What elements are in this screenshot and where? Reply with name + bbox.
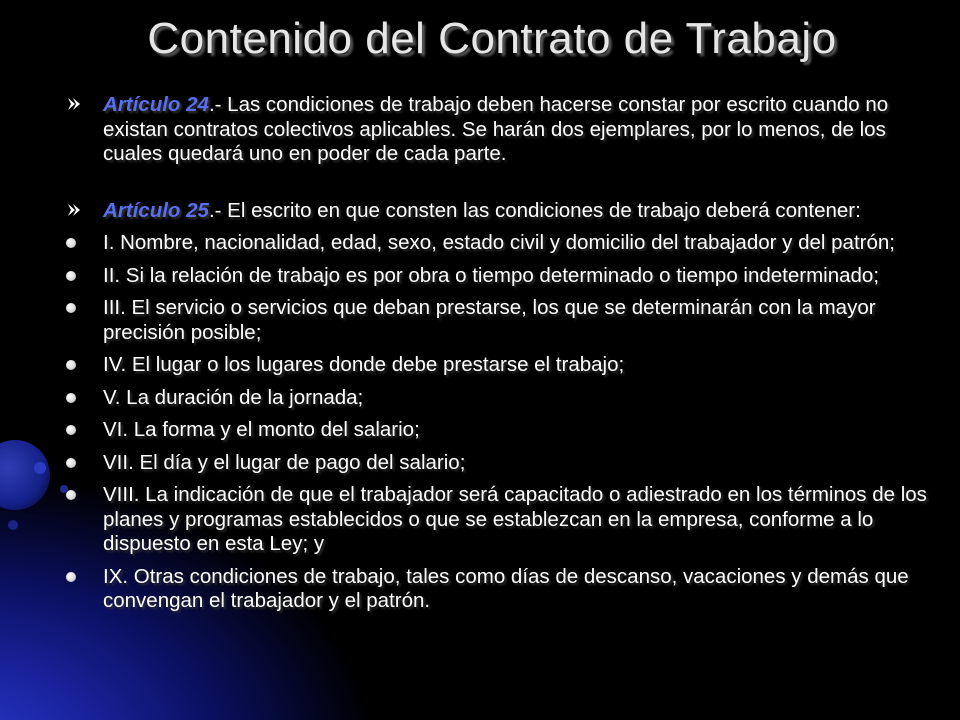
list-item-text: VIII. La indicación de que el trabajador será capacitado o adiestrado en los términos de los planes y programas establecidos o que se establezcan en la empresa, conforme a lo dispuesto en esta Ley; y: [103, 483, 927, 555]
list-item: [60, 231, 930, 256]
list-item: [60, 418, 930, 443]
list-item: [60, 451, 930, 476]
round-bullet-icon: [66, 425, 76, 435]
list-item-text: I. Nombre, nacionalidad, edad, sexo, estado civil y domicilio del trabajador y del patrón;: [103, 231, 895, 254]
round-bullet-icon: [66, 360, 76, 370]
article-label: Artículo 24: [103, 93, 209, 116]
article-text: .- El escrito en que consten las condiciones de trabajo deberá contener:: [208, 198, 861, 222]
round-bullet-icon: [66, 458, 76, 468]
article-label: Artículo 25: [103, 198, 209, 222]
list-item-text: V. La duración de la jornada;: [103, 385, 364, 409]
list-item-text: VI. La forma y el monto del salario;: [103, 418, 420, 441]
round-bullet-icon: [66, 271, 76, 281]
list-item-text: IX. Otras condiciones de trabajo, tales como días de descanso, vacaciones y demás que convengan el trabajador y el patrón.: [103, 564, 909, 612]
round-bullet-icon: [66, 572, 76, 582]
round-bullet-icon: [66, 393, 76, 403]
list-item-text: II. Si la relación de trabajo es por obra o tiempo determinado o tiempo indeterminado;: [103, 263, 880, 287]
arrow-bullet-icon: [66, 202, 82, 218]
list-item-text: III. El servicio o servicios que deban prestarse, los que se determinarán con la mayor precisión posible;: [103, 296, 876, 344]
list-item-text: VII. El día y el lugar de pago del salario;: [103, 450, 466, 474]
article-25: [60, 199, 930, 224]
slide-body: [60, 93, 930, 622]
list-item: [60, 296, 930, 345]
list-item: [60, 264, 930, 289]
list-item: [60, 483, 930, 557]
list-item: [60, 353, 930, 378]
list-item-text: IV. El lugar o los lugares donde debe prestarse el trabajo;: [103, 353, 625, 376]
article-24: [60, 93, 930, 167]
round-bullet-icon: [66, 238, 76, 248]
arrow-bullet-icon: [66, 96, 82, 112]
round-bullet-icon: [66, 490, 76, 500]
round-bullet-icon: [66, 303, 76, 313]
article-text: .- Las condiciones de trabajo deben hacerse constar por escrito cuando no existan contratos colectivos aplicables. Se harán dos ejemplares, por lo menos, de los cuales quedará uno en poder de cada parte.: [103, 93, 889, 165]
list-item: [60, 565, 930, 614]
list-item: [60, 386, 930, 411]
slide-title: Contenido del Contrato de Trabajo: [147, 14, 837, 63]
